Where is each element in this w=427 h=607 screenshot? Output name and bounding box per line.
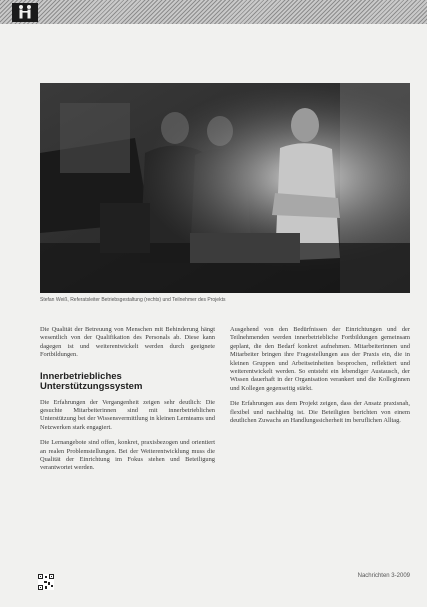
body-paragraph: Ausgehend von den Bedürfnissen der Einrichtungen und der Teilnehmenden werden innerbetriebliche Fortbildungen gemeinsam geplant, die den Bedarf konkret aufnehmen. Mitarbeiterinnen und Mitarbeiter bringen ihre Fragestellungen aus der Praxis ein, die in kleinen Gruppen und Arbeitseinheiten besprochen, reflektiert und weiterentwickelt werden. So entsteht ein lebendiger Austausch, der Wissen dauerhaft in der Organisation verankert und die Kolleginnen und Kollegen gegenseitig stärkt.	[230, 326, 410, 392]
body-paragraph: Die Erfahrungen aus dem Projekt zeigen, dass der Ansatz praxisnah, flexibel und nachhaltig ist. Die Beteiligten berichten von einem deutlichen Zuwachs an Handlungssicherheit im beruflichen Alltag.	[230, 400, 410, 425]
article-column-left	[40, 326, 215, 480]
photo-caption: Stefan Weiß, Referatsleiter Betriebsgestaltung (rechts) und Teilnehmer des Projekts	[40, 297, 226, 303]
intro-paragraph: Die Qualität der Betreuung von Menschen mit Behinderung hängt wesentlich von der Qualifikation des Personals ab. Diese kann dagegen ist und weiterentwickelt werden durch geeignete Fortbildungen.	[40, 326, 215, 359]
section-heading: Innerbetriebliches Unterstützungssystem	[40, 370, 143, 393]
body-paragraph: Die Erfahrungen der Vergangenheit zeigen sehr deutlich: Die gesuchte Mitarbeiterinnen sind mit innerbetrieblichen Unterstützung bei der Wissensvermittlung in kleinen Lernteams und Netzwerken stark engagiert.	[40, 398, 215, 431]
qr-code-icon	[38, 574, 54, 590]
body-paragraph: Die Lernangebote sind offen, konkret, praxisbezogen und orientiert an realen Problemstellungen. Bei der Weiterentwicklung muss die Qualität der Einrichtung im Fokus stehen und Beteiligung verantwortet werden.	[40, 439, 215, 472]
page-footer: Nachrichten 3-2009	[357, 573, 410, 579]
article-column-right	[230, 326, 410, 432]
figures-logo-icon	[12, 3, 38, 22]
article-photo	[40, 83, 410, 293]
header-band	[0, 0, 427, 24]
